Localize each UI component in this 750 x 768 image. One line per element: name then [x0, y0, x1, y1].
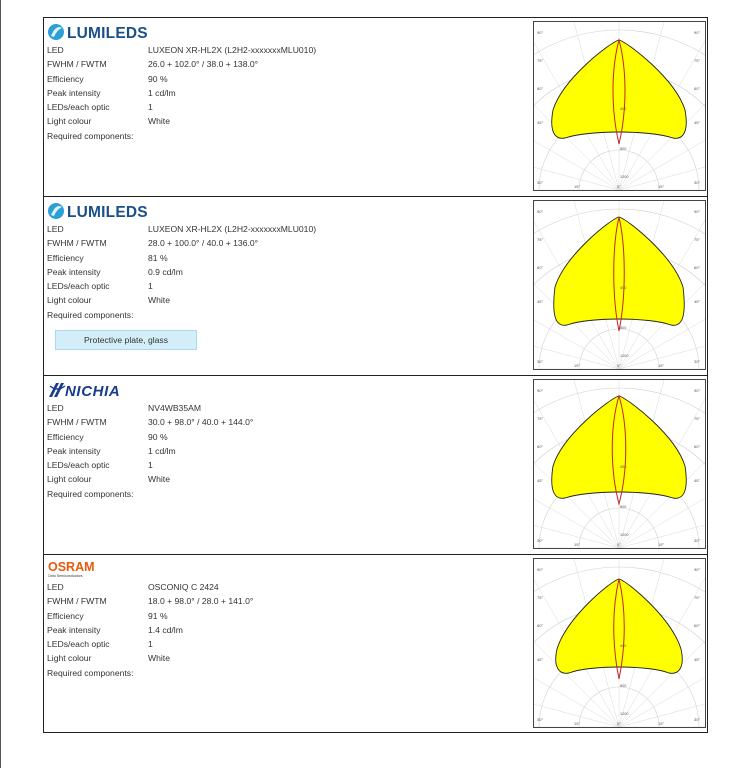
angle-label: 75°	[694, 595, 701, 600]
angle-label: 60°	[694, 623, 701, 628]
ring-label: 1200	[620, 175, 629, 179]
angle-label: 90°	[694, 388, 701, 393]
luminous-intensity-curve	[552, 40, 687, 138]
angle-label: 30°	[537, 180, 544, 185]
angle-label: 45°	[537, 478, 544, 483]
angle-label: 30°	[694, 180, 701, 185]
angle-label: 90°	[537, 30, 544, 35]
angle-label: 0°	[617, 542, 621, 547]
page-left-border	[0, 0, 1, 768]
angle-label: 90°	[537, 209, 544, 214]
prop-efficiency: Efficiency 90 %	[47, 73, 168, 84]
brand-subtitle: Opto Semiconductors	[48, 574, 83, 577]
angle-label: 30°	[694, 359, 701, 364]
angle-label: 15°	[658, 184, 665, 189]
polar-diagram	[533, 379, 706, 549]
lumileds-logo	[47, 22, 167, 40]
ring-label: 400	[620, 465, 627, 469]
led-properties	[47, 222, 517, 322]
led-properties	[47, 43, 517, 143]
led-card-2	[43, 196, 708, 375]
brand-name: LUMILEDS	[67, 204, 148, 219]
angle-label: 45°	[694, 299, 701, 304]
angle-label: 30°	[537, 717, 544, 722]
angle-label: 15°	[574, 184, 581, 189]
prop-peak: Peak intensity 1.4 cd/lm	[47, 624, 183, 635]
nichia-logo-icon	[49, 383, 65, 397]
prop-fwhm: FWHM / FWTM 28.0 + 100.0° / 40.0 + 136.0°	[47, 238, 259, 249]
angle-label: 30°	[694, 538, 701, 543]
angle-label: 75°	[537, 595, 544, 600]
angle-label: 75°	[537, 416, 544, 421]
angle-label: 90°	[537, 567, 544, 572]
polar-diagram	[533, 200, 706, 370]
prop-light-colour: Light colour White	[47, 116, 170, 127]
ring-label: 1200	[620, 354, 629, 358]
prop-light-colour: Light colour White	[47, 653, 170, 664]
angle-label: 15°	[658, 721, 665, 726]
brand-name: NICHIA	[65, 383, 121, 398]
angle-label: 90°	[694, 567, 701, 572]
angle-label: 45°	[694, 478, 701, 483]
angle-label: 75°	[694, 237, 701, 242]
angle-label: 60°	[694, 86, 701, 91]
angle-label: 15°	[574, 721, 581, 726]
angle-label: 45°	[537, 299, 544, 304]
prop-efficiency: Efficiency 90 %	[47, 431, 168, 442]
polar-diagram	[533, 21, 706, 191]
prop-efficiency: Efficiency 81 %	[47, 252, 168, 263]
prop-light-colour: Light colour White	[47, 474, 170, 485]
angle-label: 0°	[617, 363, 621, 368]
angle-label: 90°	[537, 388, 544, 393]
required-component-badge: Protective plate, glass	[55, 330, 197, 350]
angle-label: 30°	[694, 717, 701, 722]
polar-diagram	[533, 558, 706, 728]
ring-label: 400	[620, 107, 627, 111]
prop-peak: Peak intensity 0.9 cd/lm	[47, 266, 183, 277]
prop-led: LED OSCONIQ C 2424	[47, 582, 219, 592]
angle-label: 15°	[574, 542, 581, 547]
angle-label: 60°	[537, 444, 544, 449]
brand-name: OSRAM	[48, 560, 95, 574]
angle-label: 60°	[694, 444, 701, 449]
led-properties	[47, 580, 517, 680]
prop-led: LED LUXEON XR-HL2X (L2H2-xxxxxxxMLU010)	[47, 224, 317, 234]
ring-label: 400	[620, 644, 627, 648]
angle-label: 15°	[658, 542, 665, 547]
prop-peak: Peak intensity 1 cd/lm	[47, 87, 176, 98]
prop-led: LED NV4WB35AM	[47, 403, 202, 413]
prop-leds-per-optic: LEDs/each optic 1	[47, 639, 153, 650]
angle-label: 30°	[537, 538, 544, 543]
angle-label: 45°	[537, 120, 544, 125]
prop-fwhm: FWHM / FWTM 30.0 + 98.0° / 40.0 + 144.0°	[47, 417, 254, 428]
ring-label: 800	[620, 505, 627, 509]
angle-label: 0°	[617, 721, 621, 726]
prop-required: Required components:	[47, 667, 134, 678]
ring-label: 400	[620, 286, 627, 290]
prop-leds-per-optic: LEDs/each optic 1	[47, 460, 153, 471]
prop-efficiency: Efficiency 91 %	[47, 610, 168, 621]
prop-peak: Peak intensity 1 cd/lm	[47, 445, 176, 456]
led-card-3	[43, 375, 708, 554]
angle-label: 60°	[537, 86, 544, 91]
angle-label: 60°	[537, 265, 544, 270]
angle-label: 60°	[537, 623, 544, 628]
ring-label: 800	[620, 684, 627, 688]
angle-label: 75°	[537, 237, 544, 242]
ring-label: 800	[620, 326, 627, 330]
osram-logo	[47, 559, 167, 577]
led-properties	[47, 401, 517, 501]
angle-label: 90°	[694, 30, 701, 35]
nichia-logo	[47, 380, 167, 398]
angle-label: 30°	[537, 359, 544, 364]
prop-leds-per-optic: LEDs/each optic 1	[47, 281, 153, 292]
led-card-4	[43, 554, 708, 733]
angle-label: 75°	[694, 416, 701, 421]
angle-label: 90°	[694, 209, 701, 214]
lumileds-logo	[47, 201, 167, 219]
luminous-intensity-curve	[556, 579, 683, 673]
prop-required: Required components:	[47, 309, 134, 320]
angle-label: 45°	[537, 657, 544, 662]
prop-led: LED LUXEON XR-HL2X (L2H2-xxxxxxxMLU010)	[47, 45, 317, 55]
luminous-intensity-curve	[554, 217, 685, 325]
prop-fwhm: FWHM / FWTM 26.0 + 102.0° / 38.0 + 138.0°	[47, 59, 259, 70]
prop-fwhm: FWHM / FWTM 18.0 + 98.0° / 28.0 + 141.0°	[47, 596, 254, 607]
ring-label: 800	[620, 147, 627, 151]
prop-required: Required components:	[47, 488, 134, 499]
prop-required: Required components:	[47, 130, 134, 141]
angle-label: 0°	[617, 184, 621, 189]
angle-label: 75°	[537, 58, 544, 63]
brand-name: LUMILEDS	[67, 25, 148, 40]
angle-label: 15°	[658, 363, 665, 368]
angle-label: 75°	[694, 58, 701, 63]
prop-leds-per-optic: LEDs/each optic 1	[47, 102, 153, 113]
angle-label: 60°	[694, 265, 701, 270]
led-card-1	[43, 17, 708, 196]
ring-label: 1200	[620, 533, 629, 537]
prop-light-colour: Light colour White	[47, 295, 170, 306]
angle-label: 45°	[694, 657, 701, 662]
luminous-intensity-curve	[552, 396, 687, 498]
angle-label: 45°	[694, 120, 701, 125]
angle-label: 15°	[574, 363, 581, 368]
ring-label: 1200	[620, 712, 629, 716]
